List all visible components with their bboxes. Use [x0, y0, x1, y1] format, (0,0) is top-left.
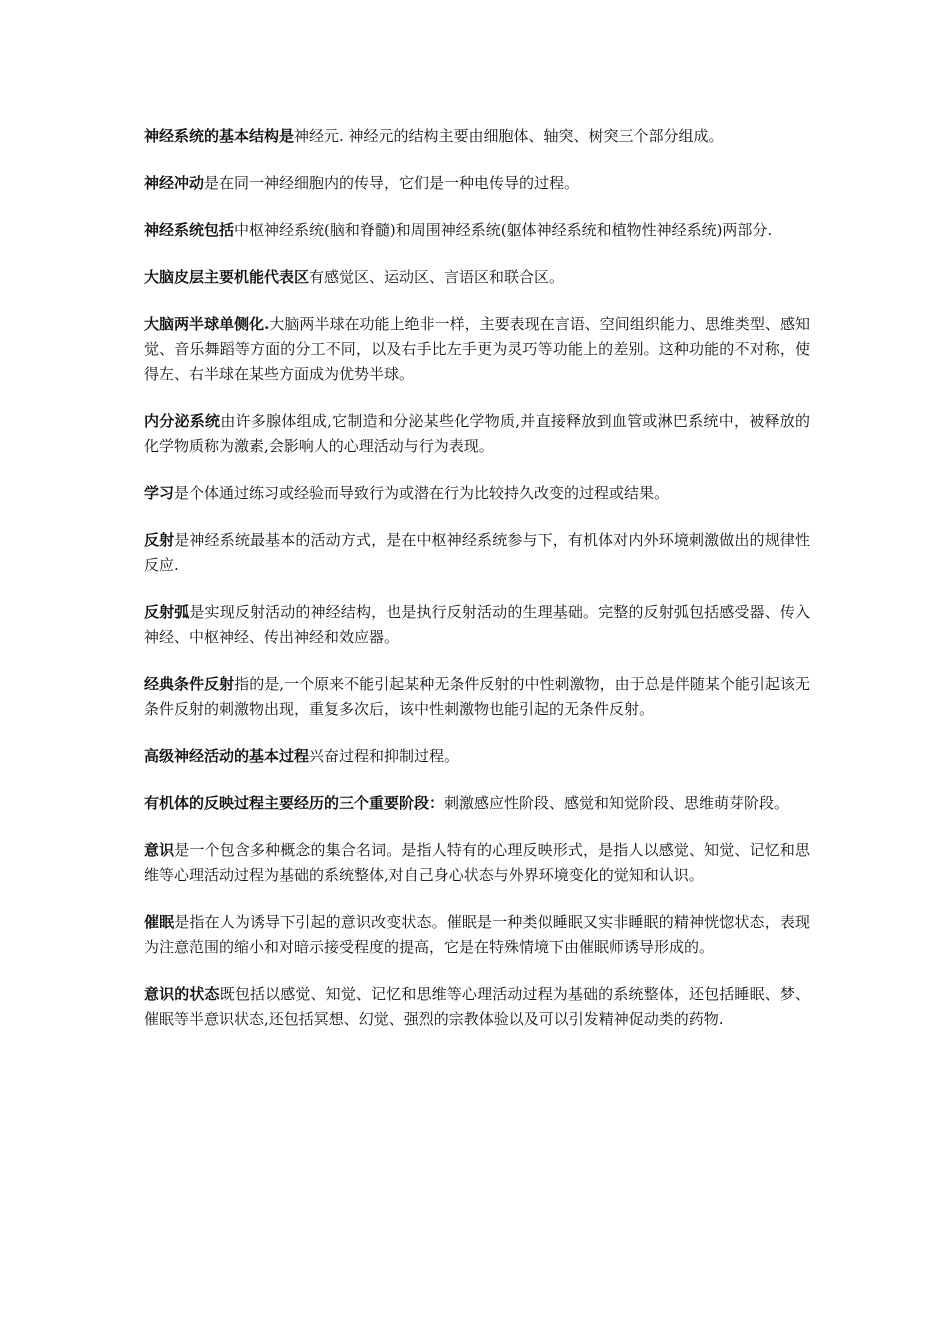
term-label: 神经系统包括: [144, 221, 235, 239]
definition-text: 指的是,一个原来不能引起某种无条件反射的中性刺激物，由于总是伴随某个能引起该无条件反射的刺激物出现，重复多次后，该中性刺激物也能引起的无条件反射。: [144, 675, 810, 718]
definition-text: 是一个包含多种概念的集合名词。是指人特有的心理反映形式，是指人以感觉、知觉、记忆和思维等心理活动过程为基础的系统整体,对自己身心状态与外界环境变化的觉知和认识。: [144, 841, 810, 884]
definition-text: 是实现反射活动的神经结构，也是执行反射活动的生理基础。完整的反射弧包括感受器、传入神经、中枢神经、传出神经和效应器。: [144, 603, 810, 646]
paragraph-reflex-arc: [144, 600, 810, 650]
term-label: 催眠: [144, 913, 175, 931]
term-label: 反射弧: [144, 603, 190, 621]
definition-text: 由许多腺体组成,它制造和分泌某些化学物质,并直接释放到血管或淋巴系统中，被释放的化学物质称为激素,会影响人的心理活动与行为表现。: [144, 412, 810, 455]
term-label: 学习: [144, 484, 175, 502]
term-label: 意识的状态: [144, 985, 220, 1003]
paragraph-nervous-system-structure: [144, 124, 810, 149]
term-label: 神经系统的基本结构是: [144, 127, 295, 145]
definition-text: 是指在人为诱导下引起的意识改变状态。催眠是一种类似睡眠又实非睡眠的精神恍惚状态，表现为注意范围的缩小和对暗示接受程度的提高，它是在特殊情境下由催眠师诱导形成的。: [144, 913, 810, 956]
paragraph-endocrine-system: [144, 409, 810, 459]
document-body: [144, 124, 810, 1054]
term-label: 反射: [144, 531, 175, 549]
definition-text: 有感觉区、运动区、言语区和联合区。: [309, 268, 565, 286]
definition-text: 大脑两半球在功能上绝非一样，主要表现在言语、空间组织能力、思维类型、感知觉、音乐舞蹈等方面的分工不同，以及右手比左手更为灵巧等功能上的差别。这种功能的不对称，使得左、右半球在某些方面成为优势半球。: [144, 315, 810, 383]
term-label: 大脑两半球单侧化.: [144, 315, 270, 333]
definition-text: 是个体通过练习或经验而导致行为或潜在行为比较持久改变的过程或结果。: [174, 484, 670, 502]
definition-text: 是在同一神经细胞内的传导，它们是一种电传导的过程。: [204, 174, 580, 192]
term-label: 大脑皮层主要机能代表区: [144, 268, 310, 286]
definition-text: 兴奋过程和抑制过程。: [309, 747, 460, 765]
paragraph-classical-conditioning: [144, 672, 810, 722]
paragraph-reflection-stages: [144, 791, 810, 816]
definition-text: 神经元. 神经元的结构主要由细胞体、轴突、树突三个部分组成。: [294, 127, 724, 145]
paragraph-higher-nervous-activity: [144, 744, 810, 769]
paragraph-states-of-consciousness: [144, 982, 810, 1032]
term-label: 高级神经活动的基本过程: [144, 747, 310, 765]
term-label: 内分泌系统: [144, 412, 221, 430]
term-label: 意识: [144, 841, 175, 859]
definition-text: 中枢神经系统(脑和脊髓)和周围神经系统(躯体神经系统和植物性神经系统)两部分.: [234, 221, 773, 239]
paragraph-lateralization: [144, 312, 810, 387]
paragraph-consciousness: [144, 838, 810, 888]
definition-text: 是神经系统最基本的活动方式，是在中枢神经系统参与下，有机体对内外环境刺激做出的规律性反应.: [144, 531, 810, 574]
definition-text: 既包括以感觉、知觉、记忆和思维等心理活动过程为基础的系统整体，还包括睡眠、梦、催眠等半意识状态,还包括冥想、幻觉、强烈的宗教体验以及可以引发精神促动类的药物.: [144, 985, 810, 1028]
paragraph-hypnosis: [144, 910, 810, 960]
paragraph-nerve-impulse: [144, 171, 810, 196]
paragraph-cortex-areas: [144, 265, 810, 290]
paragraph-reflex: [144, 528, 810, 578]
term-label: 经典条件反射: [144, 675, 235, 693]
term-label: 有机体的反映过程主要经历的三个重要阶段：: [144, 794, 445, 812]
paragraph-learning: [144, 481, 810, 506]
term-label: 神经冲动: [144, 174, 205, 192]
definition-text: 刺激感应性阶段、感觉和知觉阶段、思维萌芽阶段。: [444, 794, 790, 812]
paragraph-nervous-system-parts: [144, 218, 810, 243]
